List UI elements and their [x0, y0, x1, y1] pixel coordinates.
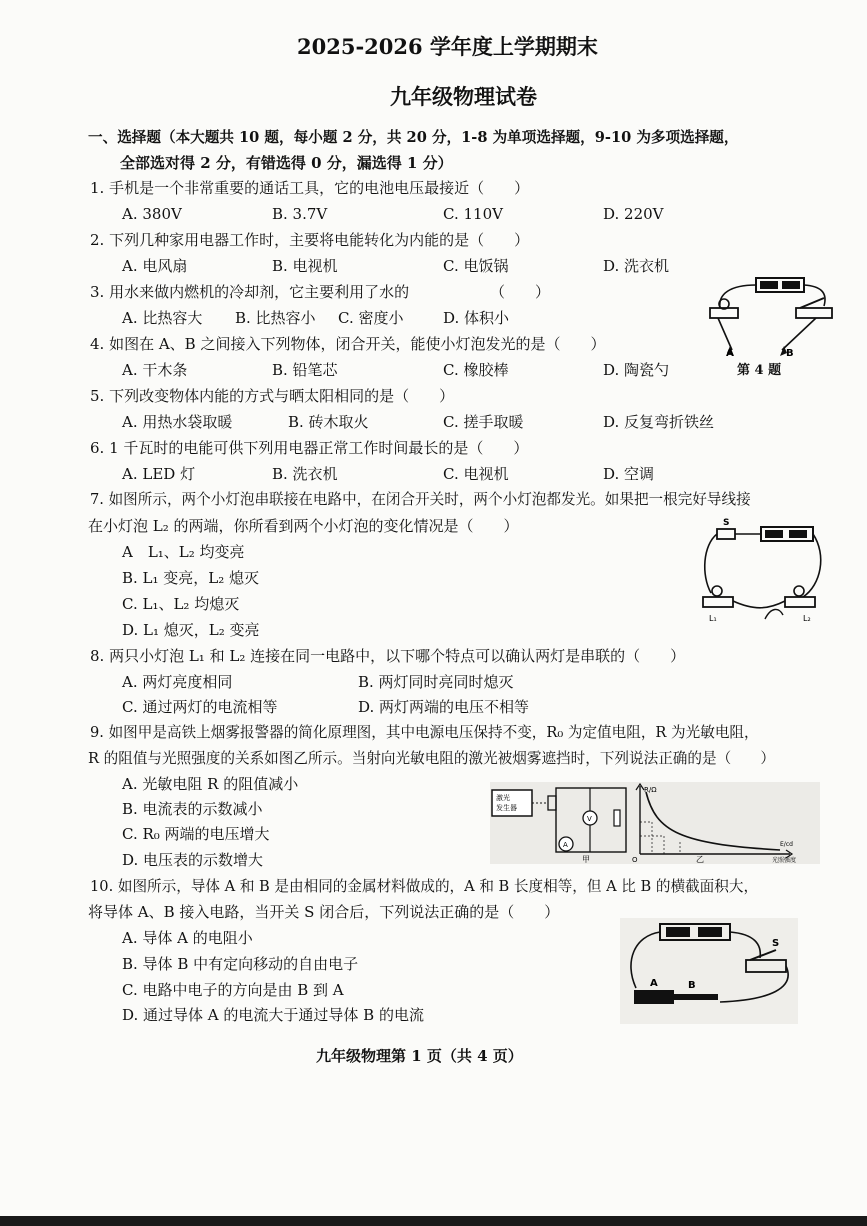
question-10-line2: 将导体 A、B 接入电路，当开关 S 闭合后，下列说法正确的是（ ）	[88, 903, 560, 921]
question-5-stem: 5. 下列改变物体内能的方式与晒太阳相同的是（ ）	[90, 387, 455, 405]
q7-option-d: D. L₁ 熄灭，L₂ 变亮	[122, 621, 260, 639]
section-heading-line1: 一、选择题（本大题共 10 题，每小题 2 分，共 20 分，1-8 为单项选择题，9-10 为多项选择题，	[88, 129, 739, 146]
laser-label-line1: 激光	[496, 794, 510, 802]
lamp-holder-l2	[785, 597, 815, 607]
q5-option-b: B. 砖木取火	[288, 413, 369, 431]
q4-option-a: A. 干木条	[122, 361, 188, 379]
exam-title: 2025-2026 学年度上学期期末	[297, 34, 598, 59]
q10-option-d: D. 通过导体 A 的电流大于通过导体 B 的电流	[122, 1006, 424, 1024]
q1-option-a: A. 380V	[122, 205, 182, 223]
question-3-stem: 3. 用水来做内燃机的冷却剂，它主要利用了水的	[90, 283, 410, 301]
question-7-line2: 在小灯泡 L₂ 的两端，你所看到两个小灯泡的变化情况是（ ）	[88, 517, 519, 535]
q9-option-b: B. 电流表的示数减小	[122, 800, 263, 818]
fig10-label-a: A	[650, 978, 658, 989]
conductor-a	[634, 990, 674, 1004]
q5-option-d: D. 反复弯折铁丝	[603, 413, 715, 431]
q1-option-d: D. 220V	[603, 205, 664, 223]
q9-option-a: A. 光敏电阻 R 的阻值减小	[122, 775, 299, 793]
q7-option-b: B. L₁ 变亮，L₂ 熄灭	[122, 569, 260, 587]
fig7-label-l2: L₂	[803, 614, 811, 623]
fig9-axis-x-unit: E/cd	[780, 841, 793, 848]
q9-option-d: D. 电压表的示数增大	[122, 851, 264, 869]
q7-option-c: C. L₁、L₂ 均熄灭	[122, 595, 240, 613]
switch-lever	[800, 298, 824, 308]
fig9-label-jia: 甲	[582, 855, 590, 864]
page-footer: 九年级物理第 1 页（共 4 页）	[316, 1047, 523, 1065]
q9-option-c: C. R₀ 两端的电压增大	[122, 825, 270, 843]
q8-option-b: B. 两灯同时亮同时熄灭	[358, 673, 514, 691]
question-1-stem: 1. 手机是一个非常重要的通话工具，它的电池电压最接近（ ）	[90, 179, 530, 197]
q2-option-c: C. 电饭锅	[443, 257, 509, 275]
q5-option-a: A. 用热水袋取暖	[122, 413, 233, 431]
q6-option-c: C. 电视机	[443, 465, 509, 483]
figure-q10-circuit	[620, 918, 798, 1024]
question-2-stem: 2. 下列几种家用电器工作时，主要将电能转化为内能的是（ ）	[90, 231, 530, 249]
q10-option-b: B. 导体 B 中有定向移动的自由电子	[122, 955, 359, 973]
q3-option-c: C. 密度小	[338, 309, 404, 327]
figure-q9	[490, 782, 820, 864]
q7-option-a: A L₁、L₂ 均变亮	[122, 543, 245, 561]
fig4-label-a: A	[726, 348, 734, 359]
question-7-line1: 7. 如图所示，两个小灯泡串联接在电路中，在闭合开关时，两个小灯泡都发光。如果把一根完好导线接	[90, 491, 751, 508]
question-10-line1: 10. 如图所示，导体 A 和 B 是由相同的金属材料做成的，A 和 B 长度相等，但 A 比 B 的横截面积大，	[90, 878, 759, 895]
fig7-label-l1: L₁	[709, 614, 717, 623]
q6-option-d: D. 空调	[603, 465, 655, 483]
fig9-label-yi: 乙	[696, 855, 704, 864]
q3-option-a: A. 比热容大	[122, 309, 203, 327]
question-9-line1: 9. 如图甲是高铁上烟雾报警器的简化原理图，其中电源电压保持不变，R₀ 为定值电阻，R 为光敏电阻，	[90, 724, 759, 741]
fig9-axis-y: R/Ω	[644, 786, 657, 794]
lamp-holder-l1	[703, 597, 733, 607]
q1-option-b: B. 3.7V	[272, 205, 328, 223]
figure-4-caption: 第 4 题	[737, 363, 782, 378]
section-heading-line2: 全部选对得 2 分，有错选得 0 分，漏选得 1 分）	[120, 154, 453, 172]
fig9-axis-x-label: 光照强度	[772, 857, 797, 864]
question-3-paren: （ ）	[490, 283, 551, 301]
q4-option-c: C. 橡胶棒	[443, 361, 509, 379]
fig10-label-s: S	[772, 938, 780, 949]
q10-option-c: C. 电路中电子的方向是由 B 到 A	[122, 981, 344, 999]
question-6-stem: 6. 1 千瓦时的电能可供下列用电器正常工作时间最长的是（ ）	[90, 439, 529, 457]
q6-option-a: A. LED 灯	[122, 465, 196, 483]
q3-option-b: B. 比热容小	[235, 309, 316, 327]
figure-q7-circuit	[695, 515, 830, 627]
exam-subtitle: 九年级物理试卷	[390, 84, 537, 109]
q10-option-a: A. 导体 A 的电阻小	[122, 929, 253, 947]
laser-label-line2: 发生器	[496, 804, 517, 812]
lamp-l2	[794, 586, 804, 596]
switch-base	[796, 308, 832, 318]
q3-option-d: D. 体积小	[443, 309, 510, 327]
battery-cell	[760, 281, 778, 289]
fig7-label-s: S	[723, 518, 730, 528]
question-4-stem: 4. 如图在 A、B 之间接入下列物体，闭合开关，能使小灯泡发光的是（ ）	[90, 335, 606, 353]
q8-option-c: C. 通过两灯的电流相等	[122, 698, 278, 716]
q1-option-c: C. 110V	[443, 205, 503, 223]
fig10-label-b: B	[688, 980, 696, 991]
q5-option-c: C. 搓手取暖	[443, 413, 524, 431]
q4-option-b: B. 铅笔芯	[272, 361, 338, 379]
svg-text:A: A	[563, 841, 568, 849]
conductor-b	[674, 994, 718, 1000]
battery-cell	[782, 281, 800, 289]
svg-text:V: V	[587, 815, 592, 823]
question-9-line2: R 的阻值与光照强度的关系如图乙所示。当射向光敏电阻的激光被烟雾遮挡时，下列说法正确的是（ ）	[88, 750, 775, 767]
fig9-origin: O	[632, 856, 638, 864]
q4-option-d: D. 陶瓷勺	[603, 361, 670, 379]
lamp-l1	[712, 586, 722, 596]
fig4-label-b: B	[786, 348, 794, 359]
q2-option-d: D. 洗衣机	[603, 257, 670, 275]
q8-option-a: A. 两灯亮度相同	[122, 673, 233, 691]
q6-option-b: B. 洗衣机	[272, 465, 338, 483]
resistor-r0	[614, 810, 620, 826]
q2-option-b: B. 电视机	[272, 257, 338, 275]
q8-option-d: D. 两灯两端的电压不相等	[358, 698, 530, 716]
switch-s	[717, 529, 735, 539]
q2-option-a: A. 电风扇	[122, 257, 188, 275]
question-8-stem: 8. 两只小灯泡 L₁ 和 L₂ 连接在同一电路中，以下哪个特点可以确认两灯是串联的（ ）	[90, 647, 686, 665]
scan-edge-bar	[0, 1216, 867, 1226]
